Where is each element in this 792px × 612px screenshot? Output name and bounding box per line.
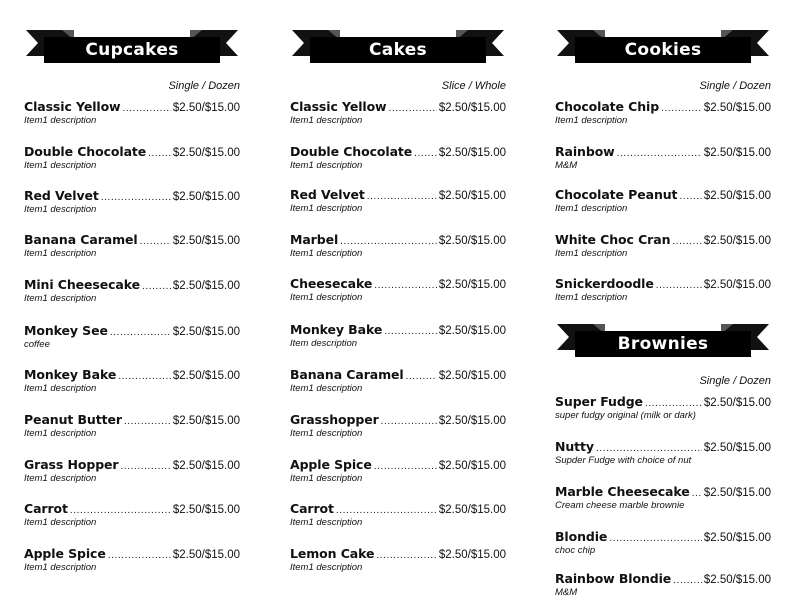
menu-item bbox=[555, 144, 771, 171]
dot-leader bbox=[120, 461, 170, 472]
item-price: $2.50/$15.00 bbox=[703, 574, 771, 586]
item-name: Red Velvet bbox=[24, 188, 99, 203]
menu-item bbox=[24, 367, 240, 394]
dot-leader bbox=[656, 280, 702, 291]
dot-leader bbox=[340, 236, 437, 247]
item-name: Lemon Cake bbox=[290, 546, 375, 561]
item-description: coffee bbox=[24, 339, 50, 350]
menu-item bbox=[290, 232, 506, 259]
item-name: Snickerdoodle bbox=[555, 276, 654, 291]
item-name: Apple Spice bbox=[290, 457, 372, 472]
item-price: $2.50/$15.00 bbox=[703, 442, 771, 454]
item-description: Item1 description bbox=[290, 248, 363, 259]
dot-leader bbox=[123, 103, 171, 114]
item-price: $2.50/$15.00 bbox=[172, 326, 240, 338]
menu-item bbox=[290, 322, 506, 349]
item-description: M&M bbox=[555, 160, 578, 171]
item-name: Marbel bbox=[290, 232, 339, 247]
item-price: $2.50/$15.00 bbox=[703, 190, 771, 202]
item-name: Nutty bbox=[555, 439, 594, 454]
menu-item bbox=[24, 323, 240, 350]
item-description: Item description bbox=[290, 338, 358, 349]
menu-item bbox=[555, 439, 771, 466]
item-description: Item1 description bbox=[24, 473, 97, 484]
item-description: Item1 description bbox=[290, 517, 363, 528]
item-price: $2.50/$15.00 bbox=[438, 190, 506, 202]
item-name: Marble Cheesecake bbox=[555, 484, 690, 499]
cookies-title: Cookies bbox=[624, 40, 702, 60]
item-name: Peanut Butter bbox=[24, 412, 122, 427]
item-description: Item1 description bbox=[290, 383, 363, 394]
item-price: $2.50/$15.00 bbox=[172, 370, 240, 382]
cakes-title: Cakes bbox=[369, 40, 427, 60]
menu-item bbox=[24, 232, 240, 259]
cakes-banner bbox=[290, 26, 506, 72]
item-description: Item1 description bbox=[290, 160, 363, 171]
dot-leader bbox=[679, 191, 701, 202]
item-name: Rainbow bbox=[555, 144, 615, 159]
item-description: Item1 description bbox=[24, 383, 97, 394]
item-name: Grasshopper bbox=[290, 412, 379, 427]
item-description: Item1 description bbox=[24, 517, 97, 528]
cookies-subhead: Single / Dozen bbox=[699, 80, 771, 92]
item-name: Cheesecake bbox=[290, 276, 373, 291]
dot-leader bbox=[148, 148, 171, 159]
item-price: $2.50/$15.00 bbox=[703, 235, 771, 247]
item-price: $2.50/$15.00 bbox=[703, 397, 771, 409]
item-price: $2.50/$15.00 bbox=[172, 280, 240, 292]
item-description: Item1 description bbox=[290, 562, 363, 573]
item-name: Apple Spice bbox=[24, 546, 106, 561]
item-description: Item1 description bbox=[24, 248, 97, 259]
menu-item bbox=[290, 367, 506, 394]
dot-leader bbox=[367, 191, 437, 202]
dot-leader bbox=[118, 371, 171, 382]
menu-item bbox=[290, 99, 506, 126]
item-description: Item1 description bbox=[290, 292, 363, 303]
item-name: Monkey Bake bbox=[290, 322, 383, 337]
dot-leader bbox=[124, 416, 171, 427]
item-price: $2.50/$15.00 bbox=[438, 235, 506, 247]
item-description: Item1 description bbox=[555, 292, 628, 303]
dot-leader bbox=[645, 398, 702, 409]
item-name: Banana Caramel bbox=[290, 367, 404, 382]
item-description: super fudgy original (milk or dark) bbox=[555, 410, 696, 421]
item-price: $2.50/$15.00 bbox=[172, 460, 240, 472]
item-description: Item1 description bbox=[24, 204, 97, 215]
dot-leader bbox=[609, 533, 702, 544]
item-name: Chocolate Peanut bbox=[555, 187, 678, 202]
item-description: Item1 description bbox=[24, 562, 97, 573]
menu-item bbox=[555, 484, 771, 511]
item-price: $2.50/$15.00 bbox=[703, 487, 771, 499]
dot-leader bbox=[661, 103, 702, 114]
dot-leader bbox=[596, 443, 702, 454]
menu-item bbox=[290, 546, 506, 573]
dot-leader bbox=[376, 550, 436, 561]
dot-leader bbox=[70, 505, 171, 516]
item-name: Carrot bbox=[290, 501, 334, 516]
menu-item bbox=[290, 457, 506, 484]
dot-leader bbox=[140, 236, 171, 247]
menu-item bbox=[555, 529, 771, 556]
item-price: $2.50/$15.00 bbox=[438, 460, 506, 472]
item-name: Double Chocolate bbox=[290, 144, 413, 159]
item-price: $2.50/$15.00 bbox=[172, 191, 240, 203]
item-price: $2.50/$15.00 bbox=[172, 102, 240, 114]
item-description: Item1 description bbox=[24, 115, 97, 126]
item-price: $2.50/$15.00 bbox=[703, 532, 771, 544]
item-name: Mini Cheesecake bbox=[24, 277, 141, 292]
dot-leader bbox=[384, 326, 437, 337]
menu-item bbox=[555, 571, 771, 598]
menu-item bbox=[555, 232, 771, 259]
item-price: $2.50/$15.00 bbox=[172, 235, 240, 247]
menu-item bbox=[555, 187, 771, 214]
dot-leader bbox=[142, 281, 171, 292]
menu-item bbox=[24, 277, 240, 304]
item-description: Item1 description bbox=[24, 428, 97, 439]
item-price: $2.50/$15.00 bbox=[172, 549, 240, 561]
cakes-subhead: Slice / Whole bbox=[441, 80, 506, 92]
item-name: Blondie bbox=[555, 529, 608, 544]
dot-leader bbox=[406, 371, 437, 382]
item-price: $2.50/$15.00 bbox=[703, 102, 771, 114]
cupcakes-banner bbox=[24, 26, 240, 72]
item-price: $2.50/$15.00 bbox=[703, 147, 771, 159]
menu-item bbox=[290, 276, 506, 303]
dot-leader bbox=[673, 575, 702, 586]
item-price: $2.50/$15.00 bbox=[438, 102, 506, 114]
menu-item bbox=[24, 501, 240, 528]
item-description: Item1 description bbox=[555, 203, 628, 214]
dot-leader bbox=[374, 461, 437, 472]
item-name: Banana Caramel bbox=[24, 232, 138, 247]
item-description: Cream cheese marble brownie bbox=[555, 500, 685, 511]
item-name: Carrot bbox=[24, 501, 68, 516]
cupcakes-title: Cupcakes bbox=[85, 40, 179, 60]
menu-item bbox=[555, 99, 771, 126]
item-name: Super Fudge bbox=[555, 394, 643, 409]
item-price: $2.50/$15.00 bbox=[438, 549, 506, 561]
item-price: $2.50/$15.00 bbox=[703, 279, 771, 291]
item-description: Item1 description bbox=[290, 115, 363, 126]
item-price: $2.50/$15.00 bbox=[172, 415, 240, 427]
dot-leader bbox=[374, 280, 437, 291]
menu-item bbox=[290, 412, 506, 439]
item-name: Rainbow Blondie bbox=[555, 571, 672, 586]
brownies-title: Brownies bbox=[617, 334, 709, 354]
item-price: $2.50/$15.00 bbox=[438, 415, 506, 427]
menu-item bbox=[24, 99, 240, 126]
menu-item bbox=[24, 188, 240, 215]
item-price: $2.50/$15.00 bbox=[438, 504, 506, 516]
item-description: Supder Fudge with choice of nut bbox=[555, 455, 692, 466]
item-description: Item1 description bbox=[555, 248, 628, 259]
menu-item bbox=[290, 501, 506, 528]
menu-item bbox=[290, 144, 506, 171]
dot-leader bbox=[414, 148, 437, 159]
item-description: choc chip bbox=[555, 545, 596, 556]
cookies-banner bbox=[555, 26, 771, 72]
dot-leader bbox=[336, 505, 437, 516]
dot-leader bbox=[101, 192, 171, 203]
item-name: Monkey Bake bbox=[24, 367, 117, 382]
menu-item bbox=[555, 276, 771, 303]
dot-leader bbox=[692, 488, 702, 499]
item-name: White Choc Cran bbox=[555, 232, 671, 247]
item-name: Classic Yellow bbox=[290, 99, 387, 114]
item-name: Red Velvet bbox=[290, 187, 365, 202]
menu-item bbox=[290, 187, 506, 214]
item-description: Item1 description bbox=[290, 428, 363, 439]
item-name: Classic Yellow bbox=[24, 99, 121, 114]
dot-leader bbox=[110, 327, 171, 338]
item-description: Item1 description bbox=[24, 160, 97, 171]
item-price: $2.50/$15.00 bbox=[172, 147, 240, 159]
dot-leader bbox=[672, 236, 701, 247]
item-description: Item1 description bbox=[290, 203, 363, 214]
dot-leader bbox=[389, 103, 437, 114]
item-description: Item1 description bbox=[555, 115, 628, 126]
item-description: M&M bbox=[555, 587, 578, 598]
brownies-subhead: Single / Dozen bbox=[699, 375, 771, 387]
menu-item bbox=[24, 457, 240, 484]
menu-item bbox=[24, 144, 240, 171]
item-name: Chocolate Chip bbox=[555, 99, 660, 114]
item-name: Grass Hopper bbox=[24, 457, 119, 472]
menu-item bbox=[24, 546, 240, 573]
menu-item bbox=[24, 412, 240, 439]
dot-leader bbox=[381, 416, 437, 427]
item-description: Item1 description bbox=[290, 473, 363, 484]
item-price: $2.50/$15.00 bbox=[438, 370, 506, 382]
item-price: $2.50/$15.00 bbox=[438, 147, 506, 159]
item-price: $2.50/$15.00 bbox=[172, 504, 240, 516]
item-price: $2.50/$15.00 bbox=[438, 325, 506, 337]
dot-leader bbox=[108, 550, 171, 561]
cupcakes-subhead: Single / Dozen bbox=[168, 80, 240, 92]
dot-leader bbox=[617, 148, 702, 159]
item-name: Monkey See bbox=[24, 323, 108, 338]
item-description: Item1 description bbox=[24, 293, 97, 304]
item-price: $2.50/$15.00 bbox=[438, 279, 506, 291]
item-name: Double Chocolate bbox=[24, 144, 147, 159]
brownies-banner bbox=[555, 320, 771, 366]
menu-item bbox=[555, 394, 771, 421]
